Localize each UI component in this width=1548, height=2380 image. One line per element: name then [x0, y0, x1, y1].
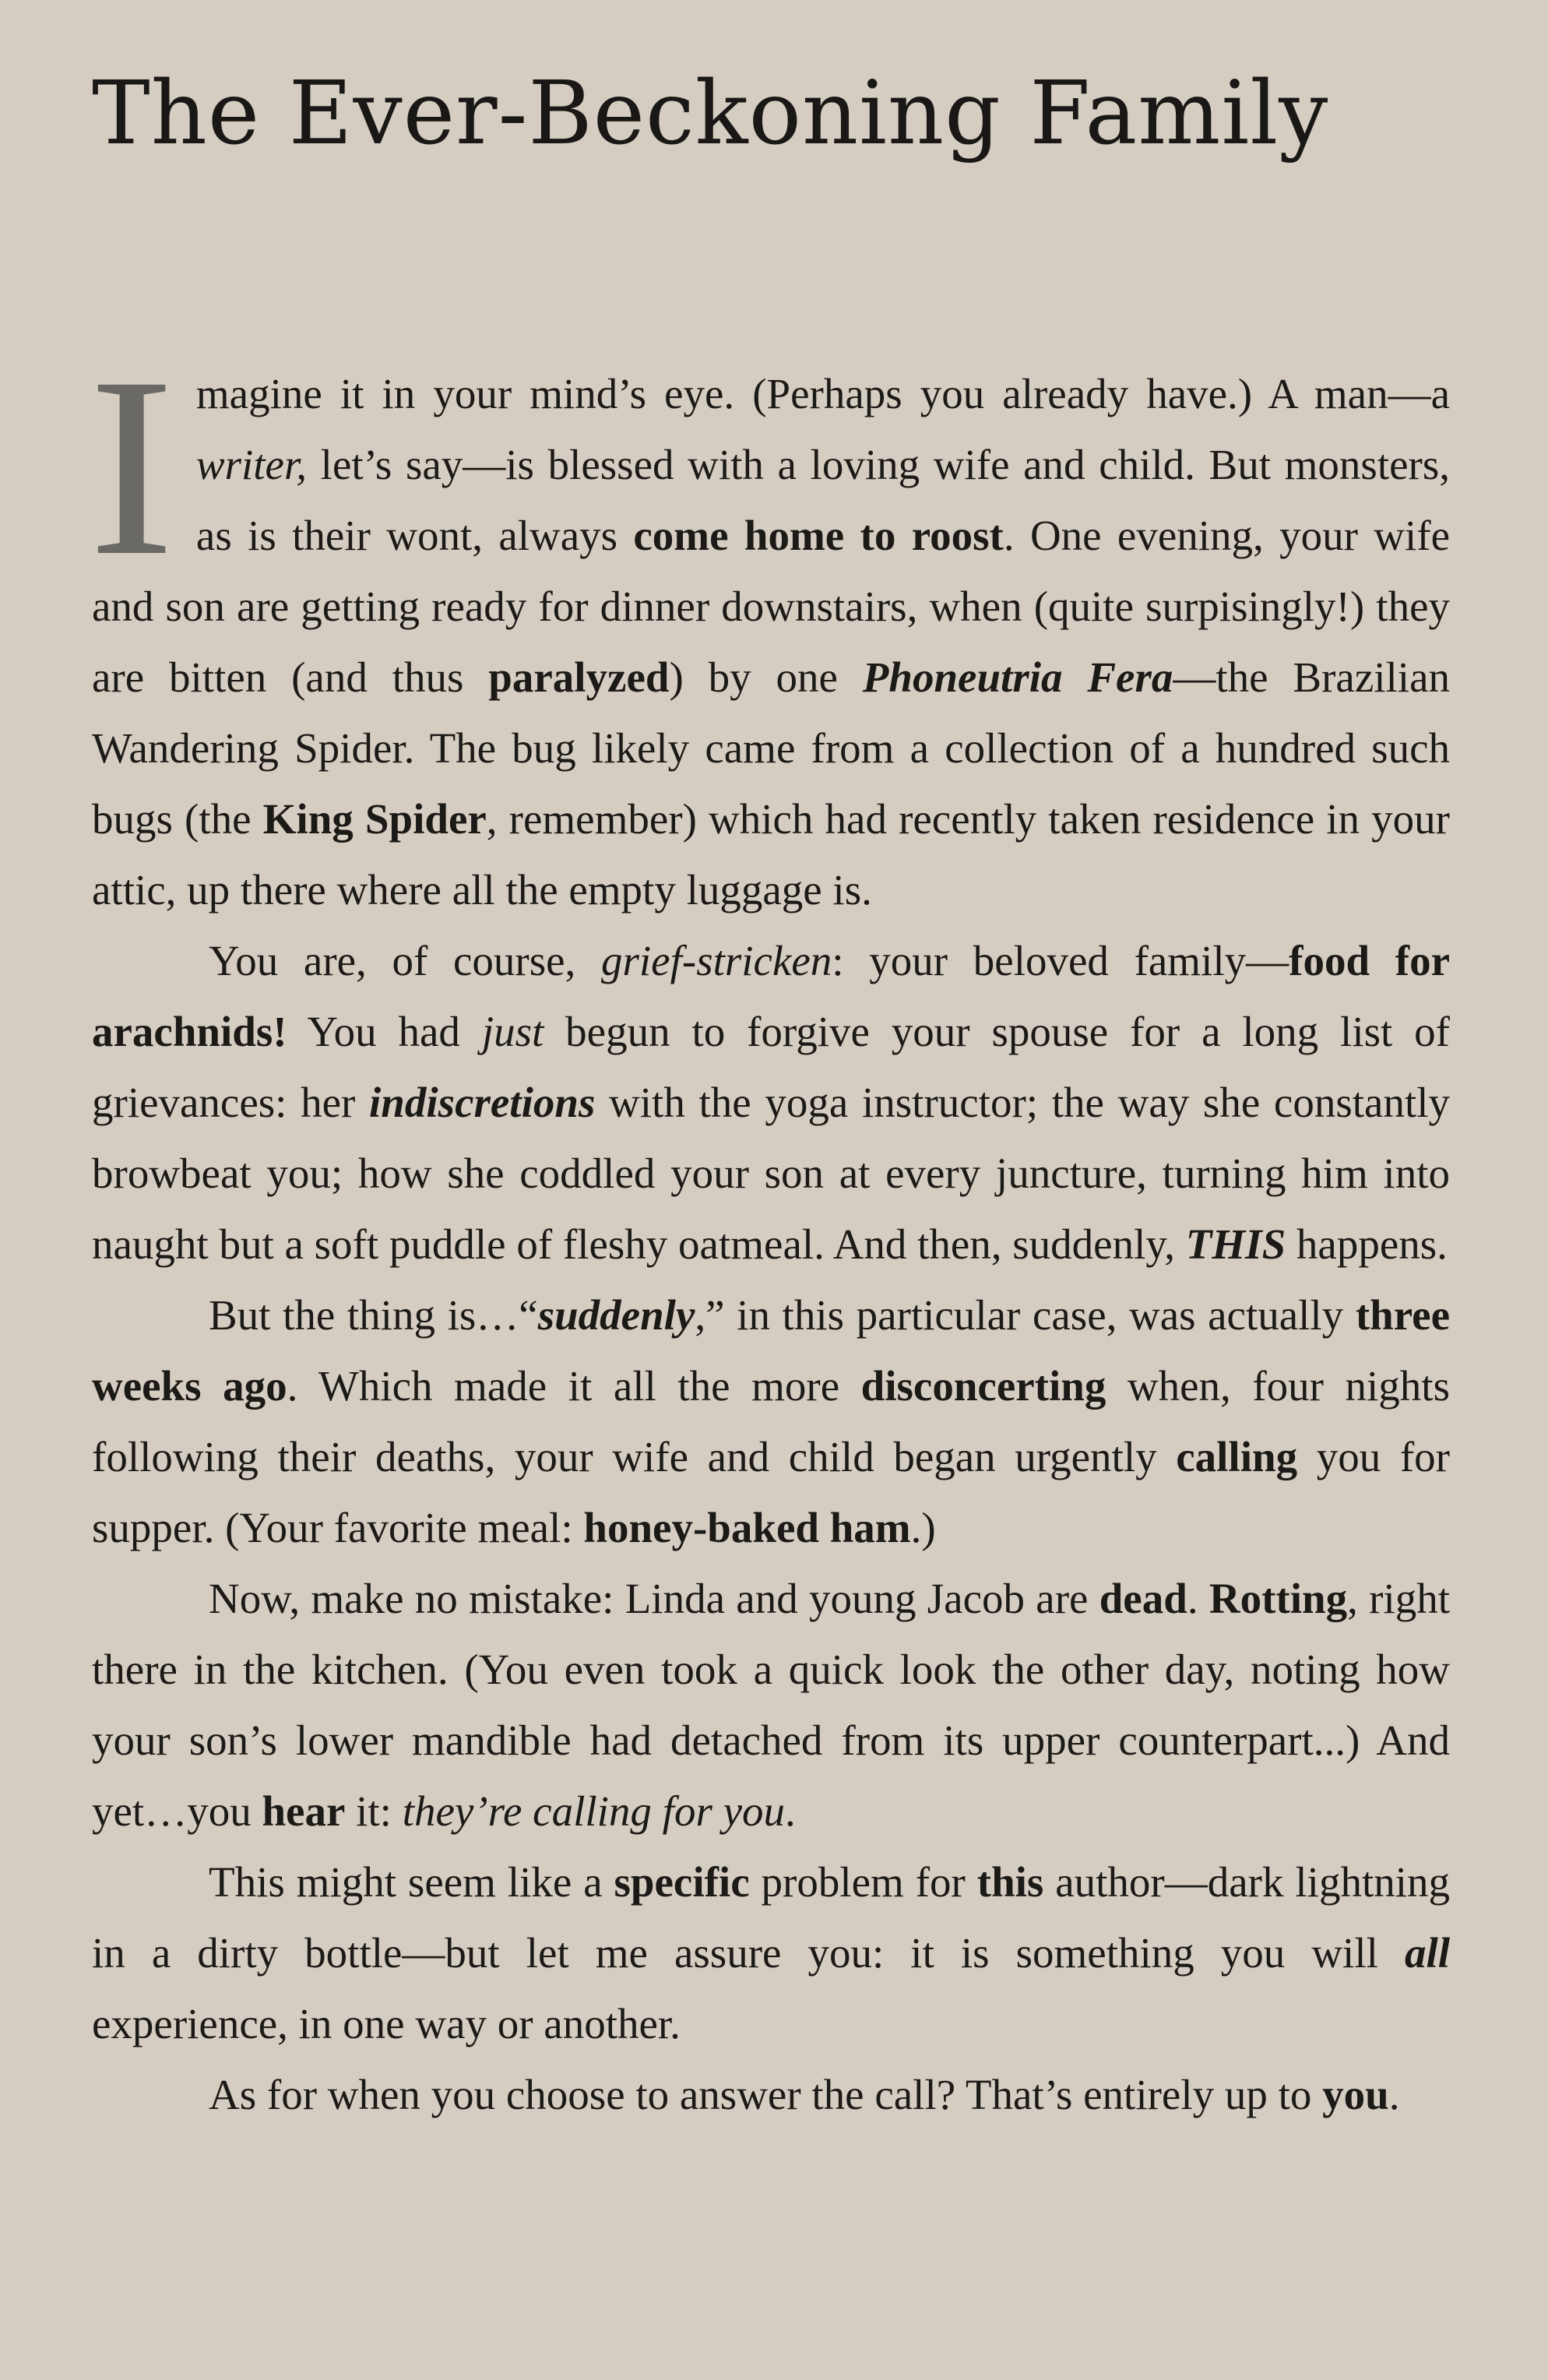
paragraph: [92, 1563, 1450, 1847]
text-run: author—dark lightning in a dirty bottle—but let me assure you: it is something you will: [92, 1858, 1451, 1977]
text-run: You had: [287, 1008, 482, 1055]
emphasis-text: suddenly: [537, 1291, 695, 1339]
emphasis-text: THIS: [1185, 1220, 1286, 1268]
text-run: ,” in this particular case, was actually: [695, 1291, 1356, 1339]
emphasis-text: come home to roost: [633, 512, 1004, 559]
emphasis-text: calling: [1176, 1433, 1298, 1480]
text-run: You are, of course,: [209, 937, 601, 984]
emphasis-text: they’re calling for you: [402, 1787, 786, 1835]
text-run: —the Brazilian Wandering Spider. The bug likely came from a collection of a hundred such bugs (the: [92, 653, 1451, 843]
text-run: .: [785, 1787, 796, 1835]
paragraph: [92, 1847, 1450, 2059]
text-run: begun to forgive your spouse for a long list of grievances: her: [92, 1008, 1450, 1126]
emphasis-text: Rotting: [1208, 1575, 1348, 1622]
drop-cap: I: [89, 325, 174, 609]
paragraph: [89, 325, 1451, 925]
emphasis-text: all: [1404, 1929, 1450, 1977]
text-run: with the yoga instructor; the way she constantly browbeat you; how she coddled your son at every juncture, turning him into naught but a soft puddle of fleshy oatmeal. And then, suddenly,: [92, 1079, 1450, 1268]
emphasis-text: disconcerting: [860, 1362, 1106, 1410]
text-run: let’s say—is blessed with a loving wife and child. But monsters, as is their wont, always: [195, 441, 1450, 559]
emphasis-text: you: [1322, 2071, 1389, 2118]
text-run: it:: [345, 1787, 403, 1835]
text-run: . Which made it all the more: [287, 1362, 861, 1410]
emphasis-text: hear: [262, 1787, 346, 1835]
emphasis-text: specific: [614, 1858, 750, 1906]
text-run: This might seem like a: [209, 1858, 614, 1906]
emphasis-text: indiscretions: [369, 1079, 596, 1126]
text-run: . One evening, your wife and son are getting ready for dinner downstairs, when (quite surpisingly!) they are bitten (and thus: [92, 512, 1450, 701]
text-run: As for when you choose to answer the call? That’s entirely up to: [209, 2071, 1323, 2118]
text-run: happens.: [1286, 1220, 1448, 1268]
text-run: experience, in one way or another.: [92, 2000, 681, 2047]
emphasis-text: King Spider: [262, 795, 487, 843]
text-run: .: [1388, 2071, 1400, 2118]
text-run: .): [910, 1504, 936, 1551]
emphasis-text: this: [976, 1858, 1044, 1906]
emphasis-text: honey-baked ham: [583, 1504, 911, 1551]
emphasis-text: Phoneutria Fera: [862, 653, 1173, 701]
emphasis-text: food for arachnids!: [92, 937, 1450, 1055]
emphasis-text: just: [481, 1008, 544, 1055]
text-run: , right there in the kitchen. (You even took a quick look the other day, noting how your son’s lower mandible had detached from its upper counterpart...) And yet…you: [92, 1575, 1451, 1835]
text-run: But the thing is…“: [209, 1291, 538, 1339]
paragraph: [92, 2059, 1450, 2130]
paragraph: [92, 925, 1450, 1280]
document-page: [89, 0, 1451, 2380]
emphasis-text: paralyzed: [488, 653, 670, 701]
text-run: problem for: [749, 1858, 977, 1906]
emphasis-text: dead: [1099, 1575, 1187, 1622]
text-run: Now, make no mistake: Linda and young Jacob are: [209, 1575, 1099, 1622]
body-text: [89, 325, 1451, 2130]
text-run: , remember) which had recently taken residence in your attic, up there where all the empty luggage is.: [92, 795, 1450, 914]
text-run: you for supper. (Your favorite meal:: [92, 1433, 1450, 1551]
text-run: when, four nights following their deaths, your wife and child began urgently: [92, 1362, 1450, 1480]
emphasis-text: grief-stricken: [601, 937, 832, 984]
text-run: ) by one: [669, 653, 863, 701]
text-run: .: [1187, 1575, 1209, 1622]
emphasis-text: three weeks ago: [92, 1291, 1450, 1410]
text-run: : your beloved family—: [832, 937, 1289, 984]
emphasis-text: writer,: [195, 441, 308, 488]
text-run: magine it in your mind’s eye. (Perhaps you already have.) A man—a: [195, 370, 1450, 417]
paragraph: [92, 1280, 1450, 1563]
page-title: The Ever-Beckoning Family: [92, 63, 1329, 164]
